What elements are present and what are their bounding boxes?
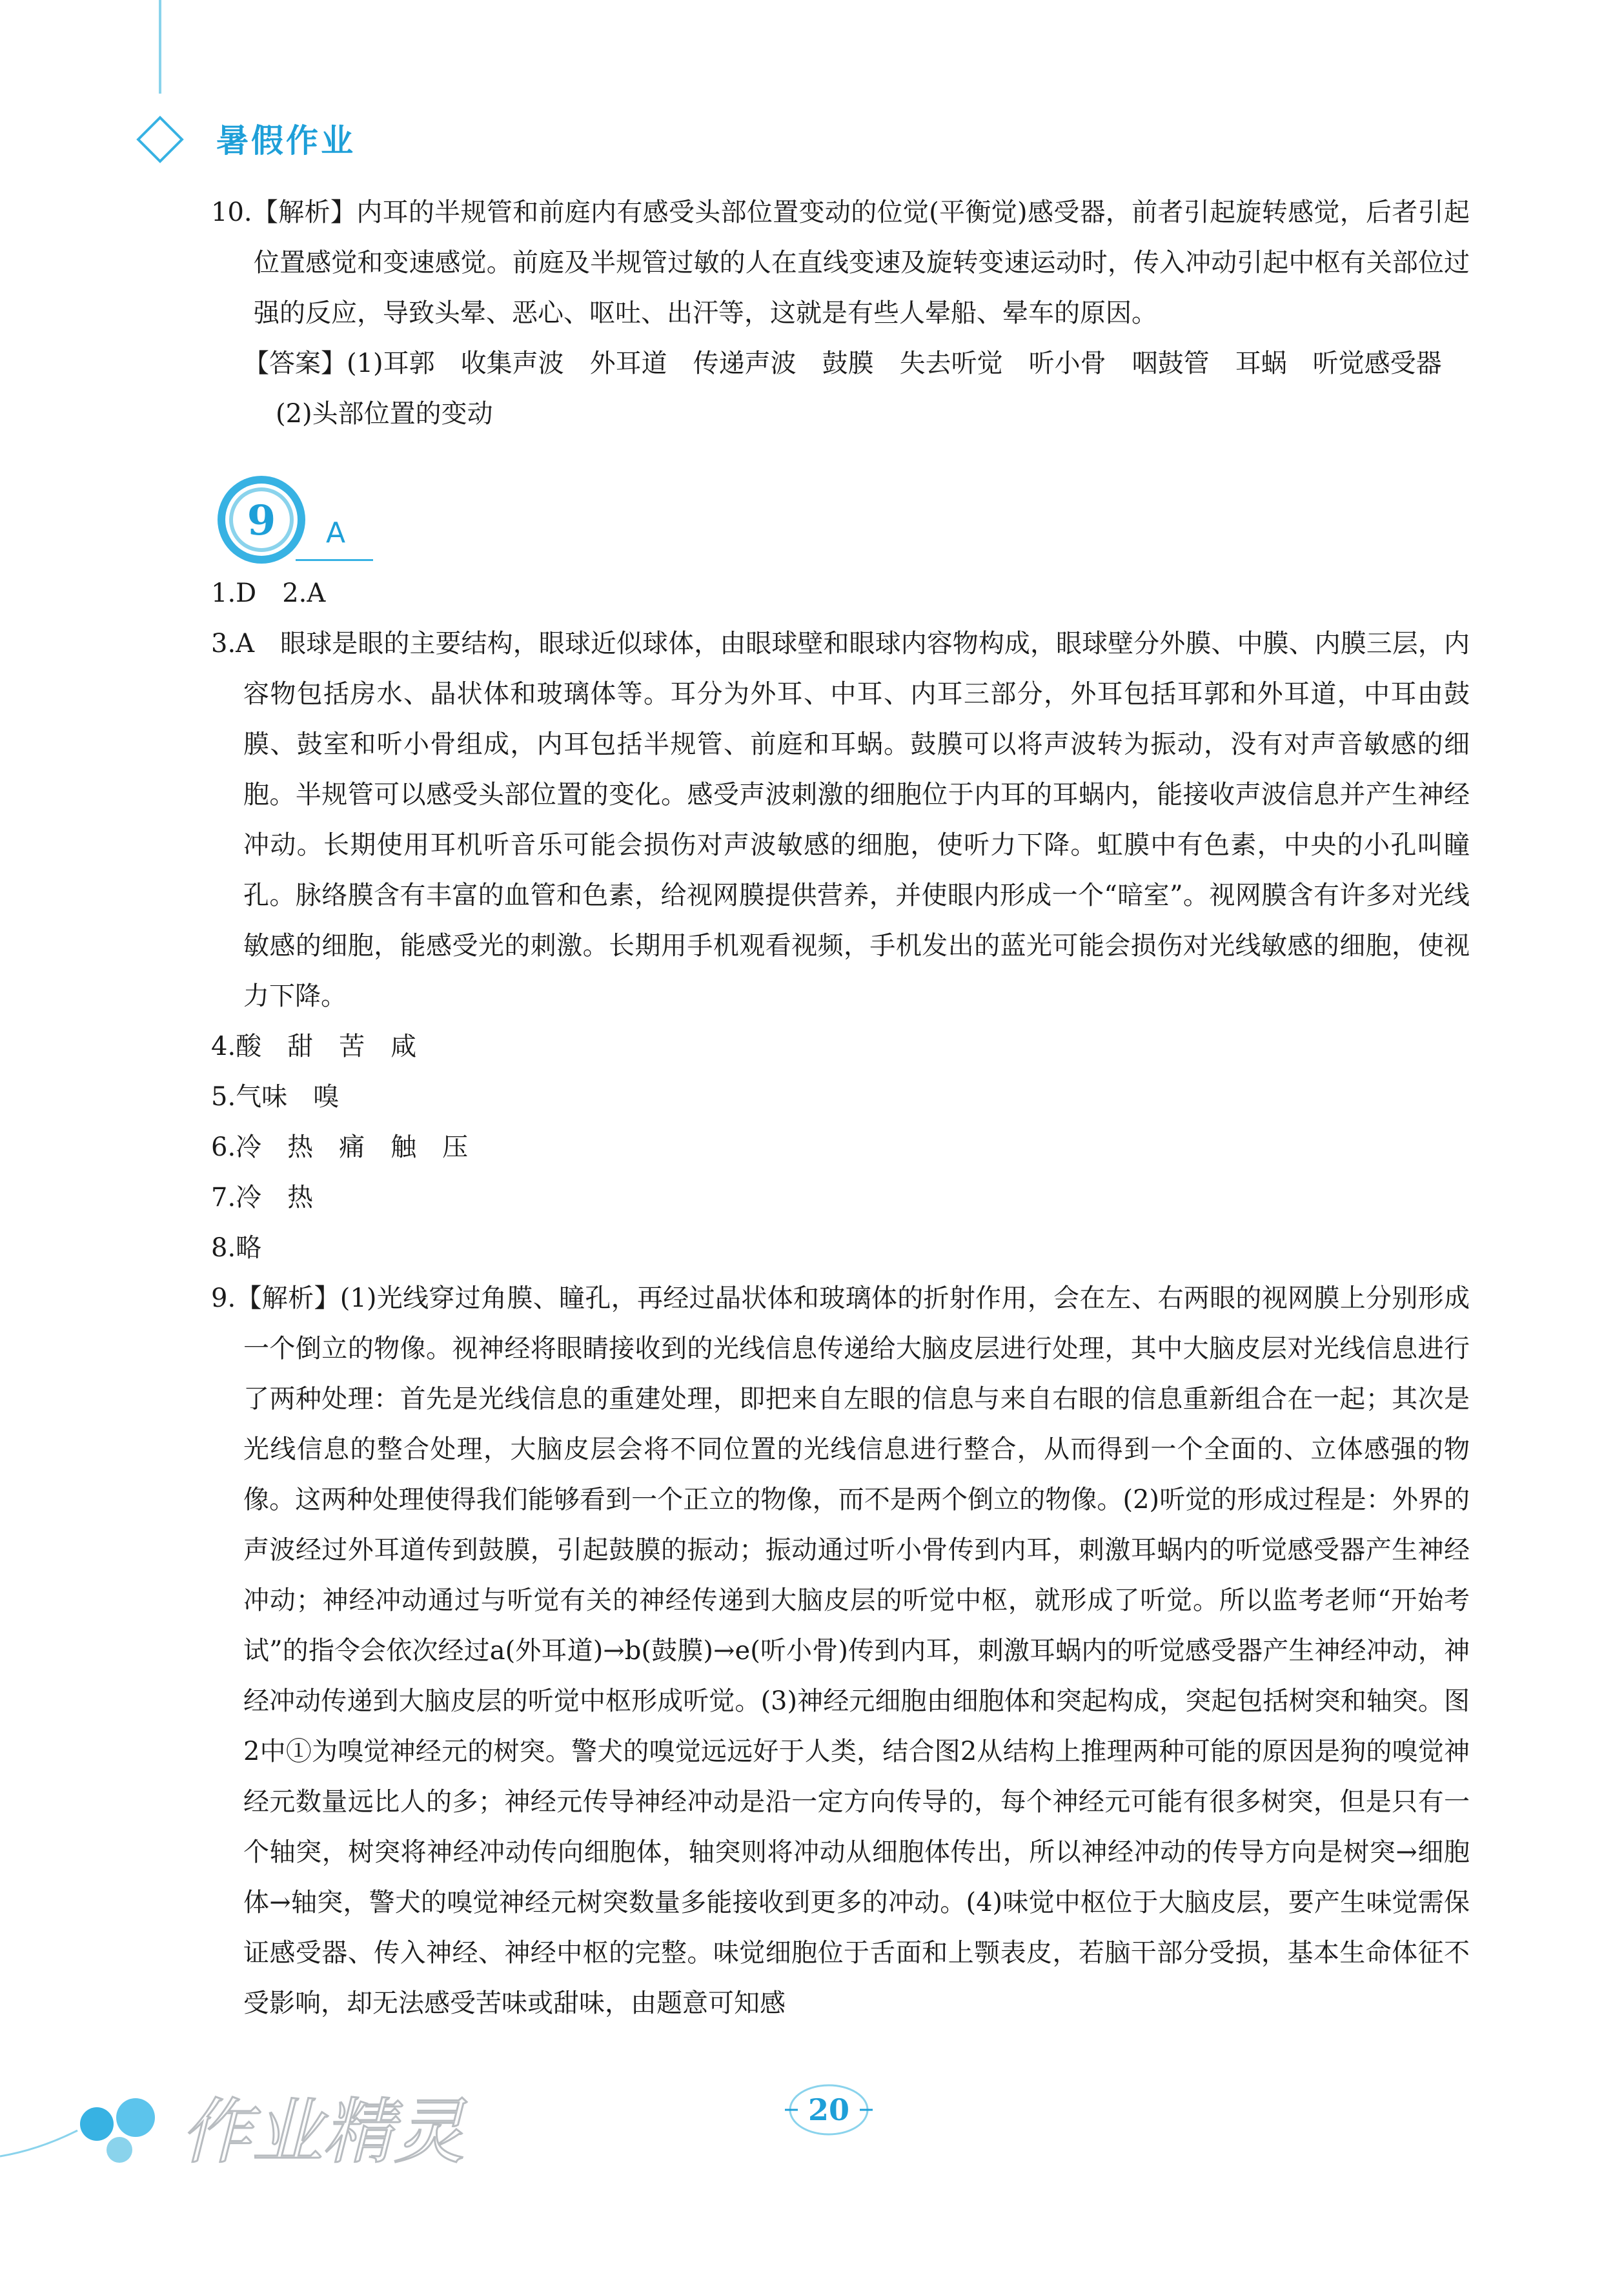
page-number-badge <box>780 2080 878 2140</box>
item-4: 4.酸 甜 苦 咸 <box>211 1032 417 1061</box>
answers-list <box>211 568 1470 2028</box>
item-7: 7.冷 热 <box>211 1183 314 1212</box>
header-vertical-line <box>159 0 161 94</box>
page-number: 20 <box>807 2092 849 2127</box>
header-title: 暑假作业 <box>216 122 356 159</box>
item-1-2: 1.D 2.A <box>211 578 326 608</box>
section-number: 9 <box>247 496 276 545</box>
footer-bubble-icon <box>116 2098 155 2137</box>
footer-decoration <box>0 2053 516 2247</box>
q10-analysis: 10.【解析】内耳的半规管和前庭内有感受头部位置变动的位觉(平衡觉)感受器，前者引起旋转感觉，后者引起位置感觉和变速感觉。前庭及半规管过敏的人在直线变速及旋转变速运动时，传入冲动引起中枢有关部位过强的反应，导致头晕、恶心、呕吐、出汗等，这就是有些人晕船、晕车的原因。 <box>211 198 1470 328</box>
q10-answer-text: 【答案】(1)耳郭 收集声波 外耳道 传递声波 鼓膜 失去听觉 听小骨 咽鼓管 耳蜗 听觉感受器 (2)头部位置的变动 <box>243 349 1468 429</box>
q10-answer <box>211 338 1470 439</box>
section-underline <box>296 559 373 561</box>
footer-bubble-icon <box>107 2137 132 2163</box>
footer-bubble-icon <box>80 2107 114 2141</box>
item-6: 6.冷 热 痛 触 压 <box>211 1132 469 1162</box>
item-8: 8.略 <box>211 1233 262 1263</box>
section-number-badge <box>213 471 310 568</box>
question-10 <box>211 187 1470 439</box>
item-5: 5.气味 嗅 <box>211 1082 340 1112</box>
footer-watermark-logo: 作业精灵 <box>181 2090 465 2173</box>
header-diamond-icon <box>136 116 184 163</box>
section-part-label: A <box>326 516 346 549</box>
item-3: 3.A 眼球是眼的主要结构，眼球近似球体，由眼球壁和眼球内容物构成，眼球壁分外膜、中膜、内膜三层，内容物包括房水、晶状体和玻璃体等。耳分为外耳、中耳、内耳三部分，外耳包括耳郭和外耳道，中耳由鼓膜、鼓室和听小骨组成，内耳包括半规管、前庭和耳蜗。鼓膜可以将声波转为振动，没有对声音敏感的细胞。半规管可以感受头部位置的变化。感受声波刺激的细胞位于内耳的耳蜗内，能接收声波信息并产生神经冲动。长期使用耳机听音乐可能会损伤对声波敏感的细胞，使听力下降。虹膜中有色素，中央的小孔叫瞳孔。脉络膜含有丰富的血管和色素，给视网膜提供营养，并使眼内形成一个“暗室”。视网膜含有许多对光线敏感的细胞，能感受光的刺激。长期用手机观看视频，手机发出的蓝光可能会损伤对光线敏感的细胞，使视力下降。 <box>211 629 1470 1011</box>
item-9: 9.【解析】(1)光线穿过角膜、瞳孔，再经过晶状体和玻璃体的折射作用，会在左、右两眼的视网膜上分别形成一个倒立的物像。视神经将眼睛接收到的光线信息传递给大脑皮层进行处理，其中大脑皮层对光线信息进行了两种处理：首先是光线信息的重建处理，即把来自左眼的信息与来自右眼的信息重新组合在一起；其次是光线信息的整合处理，大脑皮层会将不同位置的光线信息进行整合，从而得到一个全面的、立体感强的物像。这两种处理使得我们能够看到一个正立的物像，而不是两个倒立的物像。(2)听觉的形成过程是：外界的声波经过外耳道传到鼓膜，引起鼓膜的振动；振动通过听小骨传到内耳，刺激耳蜗内的听觉感受器产生神经冲动；神经冲动通过与听觉有关的神经传递到大脑皮层的听觉中枢，就形成了听觉。所以监考老师“开始考试”的指令会依次经过a(外耳道)→b(鼓膜)→e(听小骨)传到内耳，刺激耳蜗内的听觉感受器产生神经冲动，神经冲动传递到大脑皮层的听觉中枢形成听觉。(3)神经元细胞由细胞体和突起构成，突起包括树突和轴突。图2中①为嗅觉神经元的树突。警犬的嗅觉远远好于人类，结合图2从结构上推理两种可能的原因是狗的嗅觉神经元数量远比人的多；神经元传导神经冲动是沿一定方向传导的，每个神经元可能有很多树突，但是只有一个轴突，树突将神经冲动传向细胞体，轴突则将冲动从细胞体传出，所以神经冲动的传导方向是树突→细胞体→轴突，警犬的嗅觉神经元树突数量多能接收到更多的冲动。(4)味觉中枢位于大脑皮层，要产生味觉需保证感受器、传入神经、神经中枢的完整。味觉细胞位于舌面和上颚表皮，若脑干部分受损，基本生命体征不受影响，却无法感受苦味或甜味，由题意可知感 <box>211 1283 1470 2018</box>
